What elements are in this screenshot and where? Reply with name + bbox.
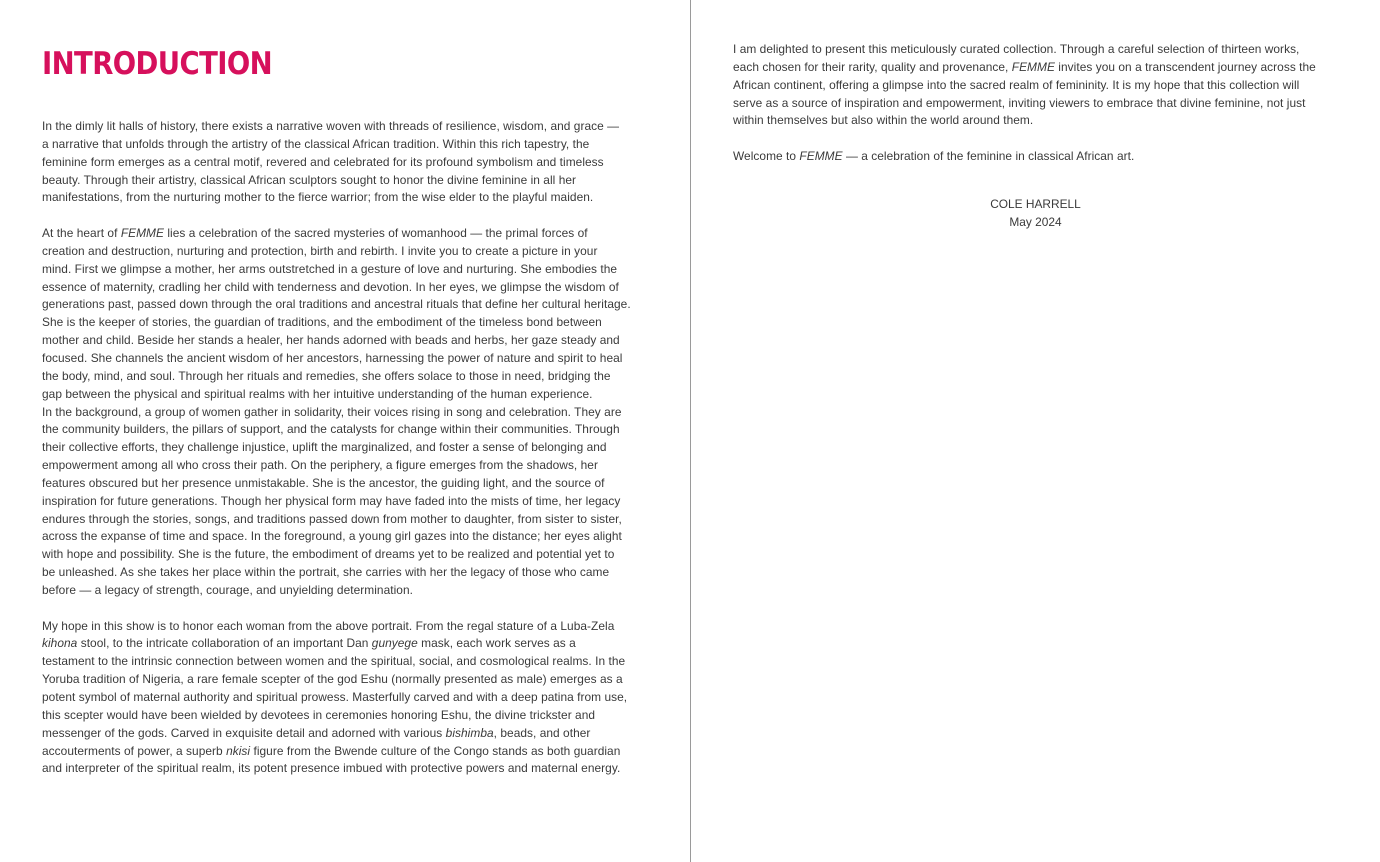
text-line: My hope in this show is to honor each woman from the above portrait. From the regal stature of a Luba-Zela bbox=[42, 618, 615, 633]
text-line: empowerment among all who cross their path. On the periphery, a figure emerges from the shadows, her bbox=[42, 458, 598, 473]
text-line: across the expanse of time and space. In the foreground, a young girl gazes into the distance; her eyes alight bbox=[42, 529, 622, 544]
italic-term: bishimba bbox=[445, 725, 494, 740]
text-line: beauty. Through their artistry, classical African sculptors sought to honor the divine feminine in all her bbox=[42, 172, 577, 187]
italic-term: nkisi bbox=[226, 743, 251, 758]
italic-term: kihona bbox=[42, 636, 78, 651]
text-line: their collective efforts, they challenge injustice, uplift the marginalized, and foster a sense of belonging and bbox=[42, 440, 607, 455]
text-line: In the dimly lit halls of history, there exists a narrative woven with threads of resilience, wisdom, and grace — bbox=[42, 119, 620, 133]
intro-paragraph-2 bbox=[42, 225, 648, 600]
text-line: within themselves but also within the world around them. bbox=[733, 113, 1034, 128]
text-line: the body, mind, and soul. Through her rituals and remedies, she offers solace to those in need, bridging the bbox=[42, 368, 611, 383]
intro-paragraph-3 bbox=[42, 618, 648, 779]
text-line: manifestations, from the nurturing mother to the fierce warrior; from the wise elder to the playful maiden. bbox=[42, 190, 594, 205]
text-line: generations past, passed down through the oral traditions and ancestral rituals that define her cultural heritage. bbox=[42, 297, 631, 312]
author-name: COLE HARRELL bbox=[990, 196, 1081, 211]
text-line: and interpreter of the spiritual realm, its potent presence imbued with protective powers and maternal energy. bbox=[42, 761, 621, 776]
welcome-line: Welcome to FEMME — a celebration of the feminine in classical African art. bbox=[733, 149, 1135, 164]
text-line: mind. First we glimpse a mother, her arms outstretched in a gesture of love and nurturing. She embodies the bbox=[42, 261, 618, 276]
text-line: In the background, a group of women gather in solidarity, their voices rising in song and celebration. They are bbox=[42, 404, 622, 419]
text-line: feminine form emerges as a central motif, revered and celebrated for its profound symbolism and timeless bbox=[42, 154, 604, 169]
text-line: features obscured but her presence unmistakable. She is the ancestor, the guiding light, and the source of bbox=[42, 475, 605, 490]
text-line: potent symbol of maternal authority and spiritual prowess. Masterfully carved and with a deep patina from use, bbox=[42, 690, 628, 704]
text-line: mother and child. Beside her stands a healer, her hands adorned with beads and herbs, her gaze steady and bbox=[42, 333, 620, 348]
text-line: focused. She channels the ancient wisdom of her ancestors, harnessing the power of nature and spirit to heal bbox=[42, 350, 623, 365]
text-line: each chosen for their rarity, quality and provenance, FEMME invites you on a transcendent journey across the bbox=[733, 59, 1316, 74]
text-line: messenger of the gods. Carved in exquisite detail and adorned with various bishimba, beads, and other bbox=[42, 725, 591, 740]
exhibition-title-italic: FEMME bbox=[799, 149, 843, 164]
text-line: African continent, offering a glimpse into the sacred realm of femininity. It is my hope that this collection will bbox=[733, 77, 1300, 92]
text-line: endures through the stories, songs, and traditions passed down from mother to daughter, from sister to sister, bbox=[42, 511, 622, 526]
text-line: with hope and possibility. She is the future, the embodiment of dreams yet to be realized and potential yet to bbox=[42, 547, 615, 562]
text-line: inspiration for future generations. Though her physical form may have faded into the mists of time, her legacy bbox=[42, 493, 621, 508]
text-line: before — a legacy of strength, courage, and unyielding determination. bbox=[42, 582, 413, 597]
text-line: Yoruba tradition of Nigeria, a rare female scepter of the god Eshu (normally presented as male) emerges as a bbox=[42, 672, 623, 687]
text-line: a narrative that unfolds through the artistry of the classical African tradition. Within this rich tapestry, the bbox=[42, 136, 590, 151]
italic-term: gunyege bbox=[371, 636, 418, 651]
text-line: testament to the intrinsic connection between women and the spiritual, social, and cosmological realms. In the bbox=[42, 654, 626, 669]
text-line: essence of maternity, cradling her child with tenderness and devotion. In her eyes, we glimpse the wisdom of bbox=[42, 279, 619, 294]
text-line: creation and destruction, nurturing and protection, birth and rebirth. I invite you to create a picture in your bbox=[42, 243, 598, 258]
signature-date: May 2024 bbox=[1009, 214, 1062, 229]
text-line: At the heart of FEMME lies a celebration of the sacred mysteries of womanhood — the primal forces of bbox=[42, 226, 588, 241]
text-line: She is the keeper of stories, the guardian of traditions, and the embodiment of the timeless bond between bbox=[42, 315, 602, 330]
text-line: accouterments of power, a superb nkisi figure from the Bwende culture of the Congo stands as both guardian bbox=[42, 743, 621, 758]
exhibition-title-italic: FEMME bbox=[120, 226, 164, 241]
intro-body bbox=[42, 118, 648, 778]
signature-block bbox=[733, 195, 1338, 231]
text-line: this scepter would have been wielded by devotees in ceremonies honoring Eshu, the divine trickster and bbox=[42, 707, 596, 722]
text-line: be unleashed. As she takes her place within the portrait, she carries with her the legacy of those who came bbox=[42, 565, 610, 580]
exhibition-title-italic: FEMME bbox=[1011, 59, 1055, 74]
page-title: INTRODUCTION bbox=[42, 46, 273, 82]
intro-paragraph-1 bbox=[42, 118, 648, 207]
text-line: serve as a source of inspiration and empowerment, inviting viewers to embrace that divine feminine, not just bbox=[733, 95, 1306, 110]
closing-paragraph bbox=[733, 41, 1338, 130]
text-line: kihona stool, to the intricate collaboration of an important Dan gunyege mask, each work serves as a bbox=[42, 636, 576, 651]
right-page bbox=[691, 0, 1380, 862]
text-line: the community builders, the pillars of support, and the catalysts for change within their communities. Through bbox=[42, 422, 620, 437]
text-line: gap between the physical and spiritual realms with her intuitive understanding of the human experience. bbox=[42, 386, 593, 401]
text-line: I am delighted to present this meticulously curated collection. Through a careful selection of thirteen works, bbox=[733, 42, 1300, 56]
